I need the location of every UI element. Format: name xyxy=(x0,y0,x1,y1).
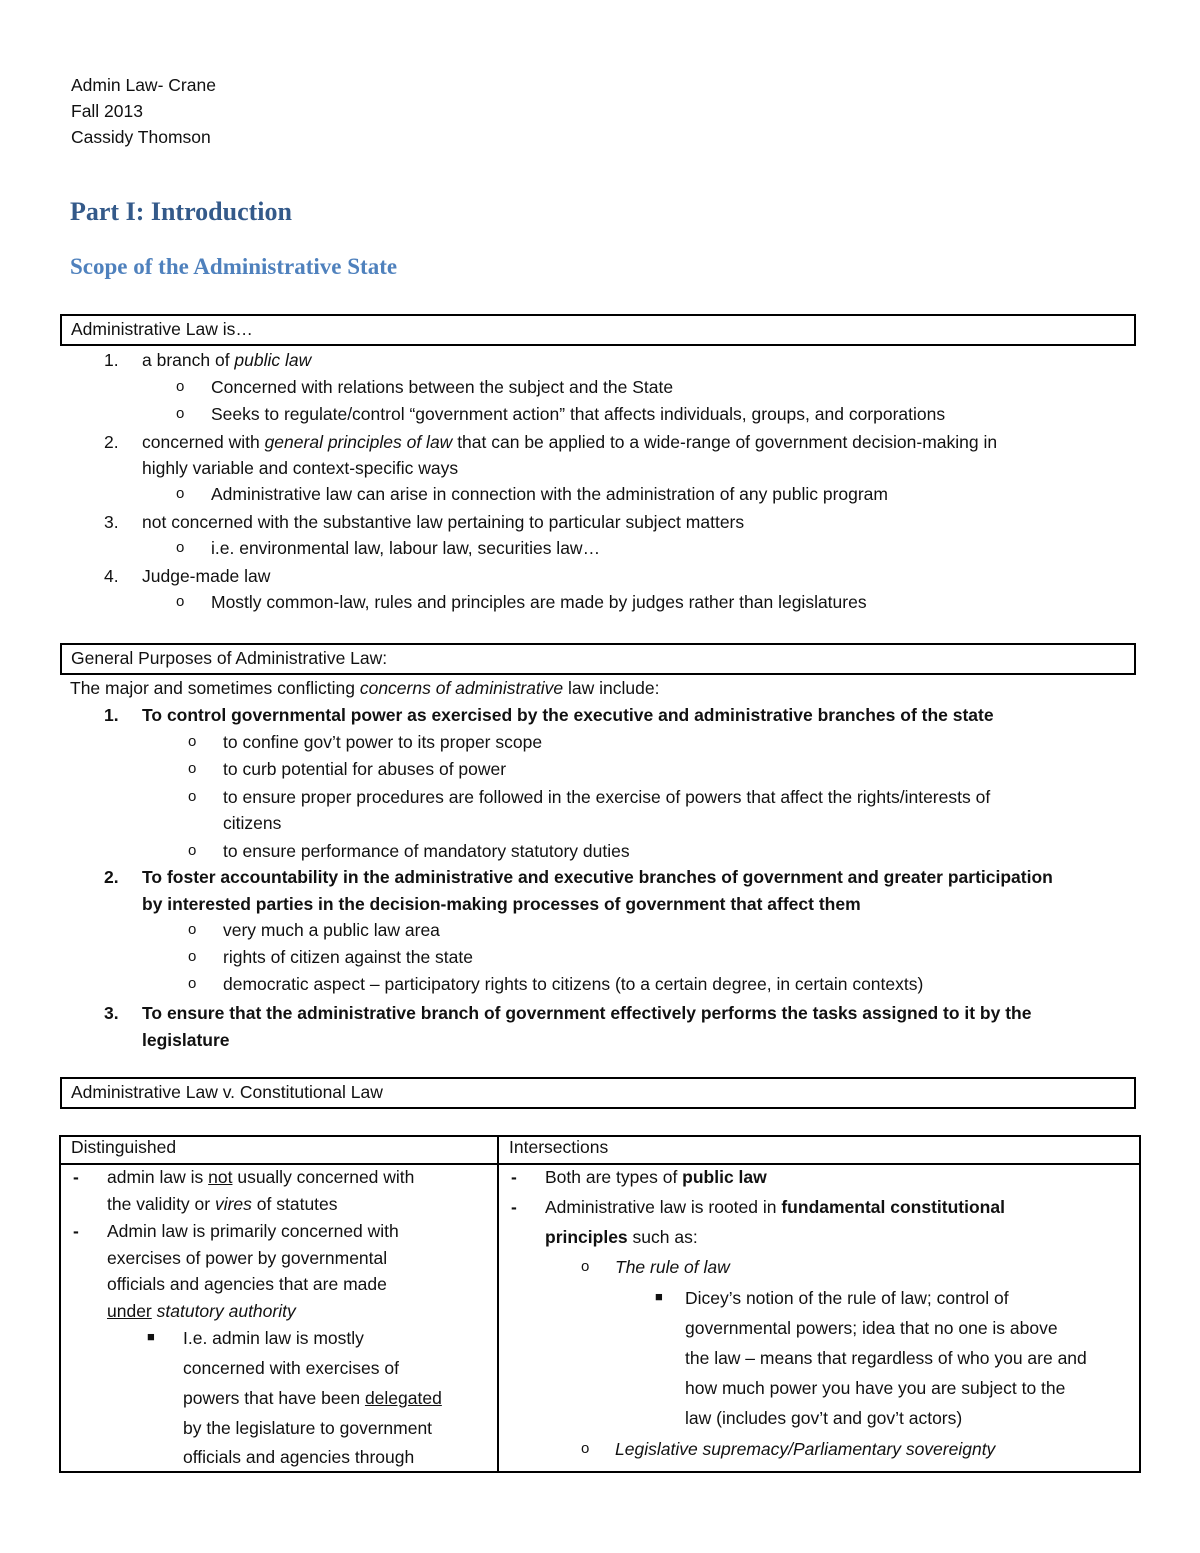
paragraph: The major and sometimes conflicting concerns of administrative law include: xyxy=(70,678,660,698)
list-item: To control governmental power as exercised by the executive and administrative branches of the state xyxy=(142,705,994,725)
table-cell-distinguished xyxy=(60,1164,498,1472)
table-cell-intersections xyxy=(498,1164,1140,1472)
list-subitem: Mostly common-law, rules and principles are made by judges rather than legislatures xyxy=(211,592,867,612)
cell-line: The rule of law xyxy=(615,1257,730,1277)
list-subitem: to ensure proper procedures are followed in the exercise of powers that affect the rights/interests of xyxy=(223,787,991,807)
cell-line: officials and agencies that are made xyxy=(107,1274,387,1294)
bullet-icon: o xyxy=(188,948,197,965)
cell-line: I.e. admin law is mostly xyxy=(183,1328,364,1348)
list-subitem: Seeks to regulate/control “government action” that affects individuals, groups, and corporations xyxy=(211,404,946,424)
cell-line: Administrative law is rooted in fundamental constitutional xyxy=(545,1197,1005,1217)
box-title: Administrative Law v. Constitutional Law xyxy=(71,1082,383,1102)
table-header-cell: Intersections xyxy=(498,1136,1140,1164)
list-subitem: Concerned with relations between the subject and the State xyxy=(211,377,674,397)
square-bullet: ■ xyxy=(147,1329,155,1344)
cell-line: concerned with exercises of xyxy=(183,1358,399,1378)
cell-line: powers that have been delegated xyxy=(183,1388,442,1408)
dash-bullet: - xyxy=(511,1167,517,1187)
dash-bullet: - xyxy=(511,1197,517,1217)
bullet-icon: o xyxy=(176,485,185,502)
table-header-cell: Distinguished xyxy=(60,1136,498,1164)
header-term: Fall 2013 xyxy=(71,101,143,121)
list-subitem: to curb potential for abuses of power xyxy=(223,759,507,779)
box-general-purposes xyxy=(60,643,1136,675)
list-subitem: democratic aspect – participatory rights to citizens (to a certain degree, in certain contexts) xyxy=(223,974,924,994)
list-subitem: very much a public law area xyxy=(223,920,440,940)
bullet-icon: o xyxy=(176,405,185,422)
cell-line: the law – means that regardless of who you are and xyxy=(685,1348,1087,1368)
header-author: Cassidy Thomson xyxy=(71,127,211,147)
circle-bullet: o xyxy=(581,1258,590,1275)
list-item-continued: by interested parties in the decision-making processes of government that affect them xyxy=(142,894,861,914)
box-admin-vs-constitutional xyxy=(60,1077,1136,1109)
list-number: 3. xyxy=(104,512,119,532)
cell-line: Admin law is primarily concerned with xyxy=(107,1221,399,1241)
cell-line: officials and agencies through xyxy=(183,1447,415,1467)
list-subitem: to ensure performance of mandatory statutory duties xyxy=(223,841,630,861)
list-subitem: rights of citizen against the state xyxy=(223,947,473,967)
list-item: not concerned with the substantive law pertaining to particular subject matters xyxy=(142,512,745,532)
list-subitem-continued: citizens xyxy=(223,813,282,833)
list-item: concerned with general principles of law that can be applied to a wide-range of government decision-making in xyxy=(142,432,998,452)
table-header-row xyxy=(60,1136,1140,1164)
box-admin-law-is xyxy=(60,314,1136,346)
table-row xyxy=(60,1164,1140,1472)
list-item: a branch of public law xyxy=(142,350,312,370)
list-number: 2. xyxy=(104,432,119,452)
list-subitem: to confine gov’t power to its proper scope xyxy=(223,732,543,752)
list-item: To foster accountability in the administrative and executive branches of government and greater participation xyxy=(142,867,1053,887)
dash-bullet: - xyxy=(73,1221,79,1241)
header-course: Admin Law- Crane xyxy=(71,75,216,95)
cell-line: how much power you have you are subject to the xyxy=(685,1378,1066,1398)
cell-line: exercises of power by governmental xyxy=(107,1248,388,1268)
cell-line: governmental powers; idea that no one is above xyxy=(685,1318,1058,1338)
cell-line: principles such as: xyxy=(545,1227,698,1247)
comparison-table xyxy=(59,1135,1141,1473)
cell-line: by the legislature to government xyxy=(183,1418,433,1438)
cell-line: under statutory authority xyxy=(107,1301,296,1321)
box-title: Administrative Law is… xyxy=(71,319,253,339)
dash-bullet: - xyxy=(73,1167,79,1187)
cell-line: Both are types of public law xyxy=(545,1167,767,1187)
list-item: Judge-made law xyxy=(142,566,271,586)
cell-line: admin law is not usually concerned with xyxy=(107,1167,415,1187)
bullet-icon: o xyxy=(188,733,197,750)
bullet-icon: o xyxy=(188,788,197,805)
list-number: 2. xyxy=(104,867,119,887)
list-item-continued: legislature xyxy=(142,1030,230,1050)
part-title: Part I: Introduction xyxy=(70,197,292,226)
bullet-icon: o xyxy=(188,975,197,992)
cell-line: the validity or vires of statutes xyxy=(107,1194,338,1214)
list-subitem: Administrative law can arise in connection with the administration of any public program xyxy=(211,484,888,504)
bullet-icon: o xyxy=(188,921,197,938)
list-number: 1. xyxy=(104,705,119,725)
list-subitem: i.e. environmental law, labour law, securities law… xyxy=(211,538,601,558)
circle-bullet: o xyxy=(581,1440,590,1457)
list-number: 3. xyxy=(104,1003,119,1023)
cell-line: Dicey’s notion of the rule of law; control of xyxy=(685,1288,1009,1308)
list-item-continued: highly variable and context-specific ways xyxy=(142,458,459,478)
list-number: 4. xyxy=(104,566,119,586)
list-item: To ensure that the administrative branch of government effectively performs the tasks assigned to it by the xyxy=(142,1003,1032,1023)
bullet-icon: o xyxy=(176,539,185,556)
bullet-icon: o xyxy=(188,760,197,777)
bullet-icon: o xyxy=(176,593,185,610)
cell-line: Legislative supremacy/Parliamentary sovereignty xyxy=(615,1439,996,1459)
cell-line: law (includes gov’t and gov’t actors) xyxy=(685,1408,963,1428)
section-title: Scope of the Administrative State xyxy=(70,254,398,279)
box-title: General Purposes of Administrative Law: xyxy=(71,648,388,668)
bullet-icon: o xyxy=(176,378,185,395)
list-number: 1. xyxy=(104,350,119,370)
bullet-icon: o xyxy=(188,842,197,859)
square-bullet: ■ xyxy=(655,1289,663,1304)
